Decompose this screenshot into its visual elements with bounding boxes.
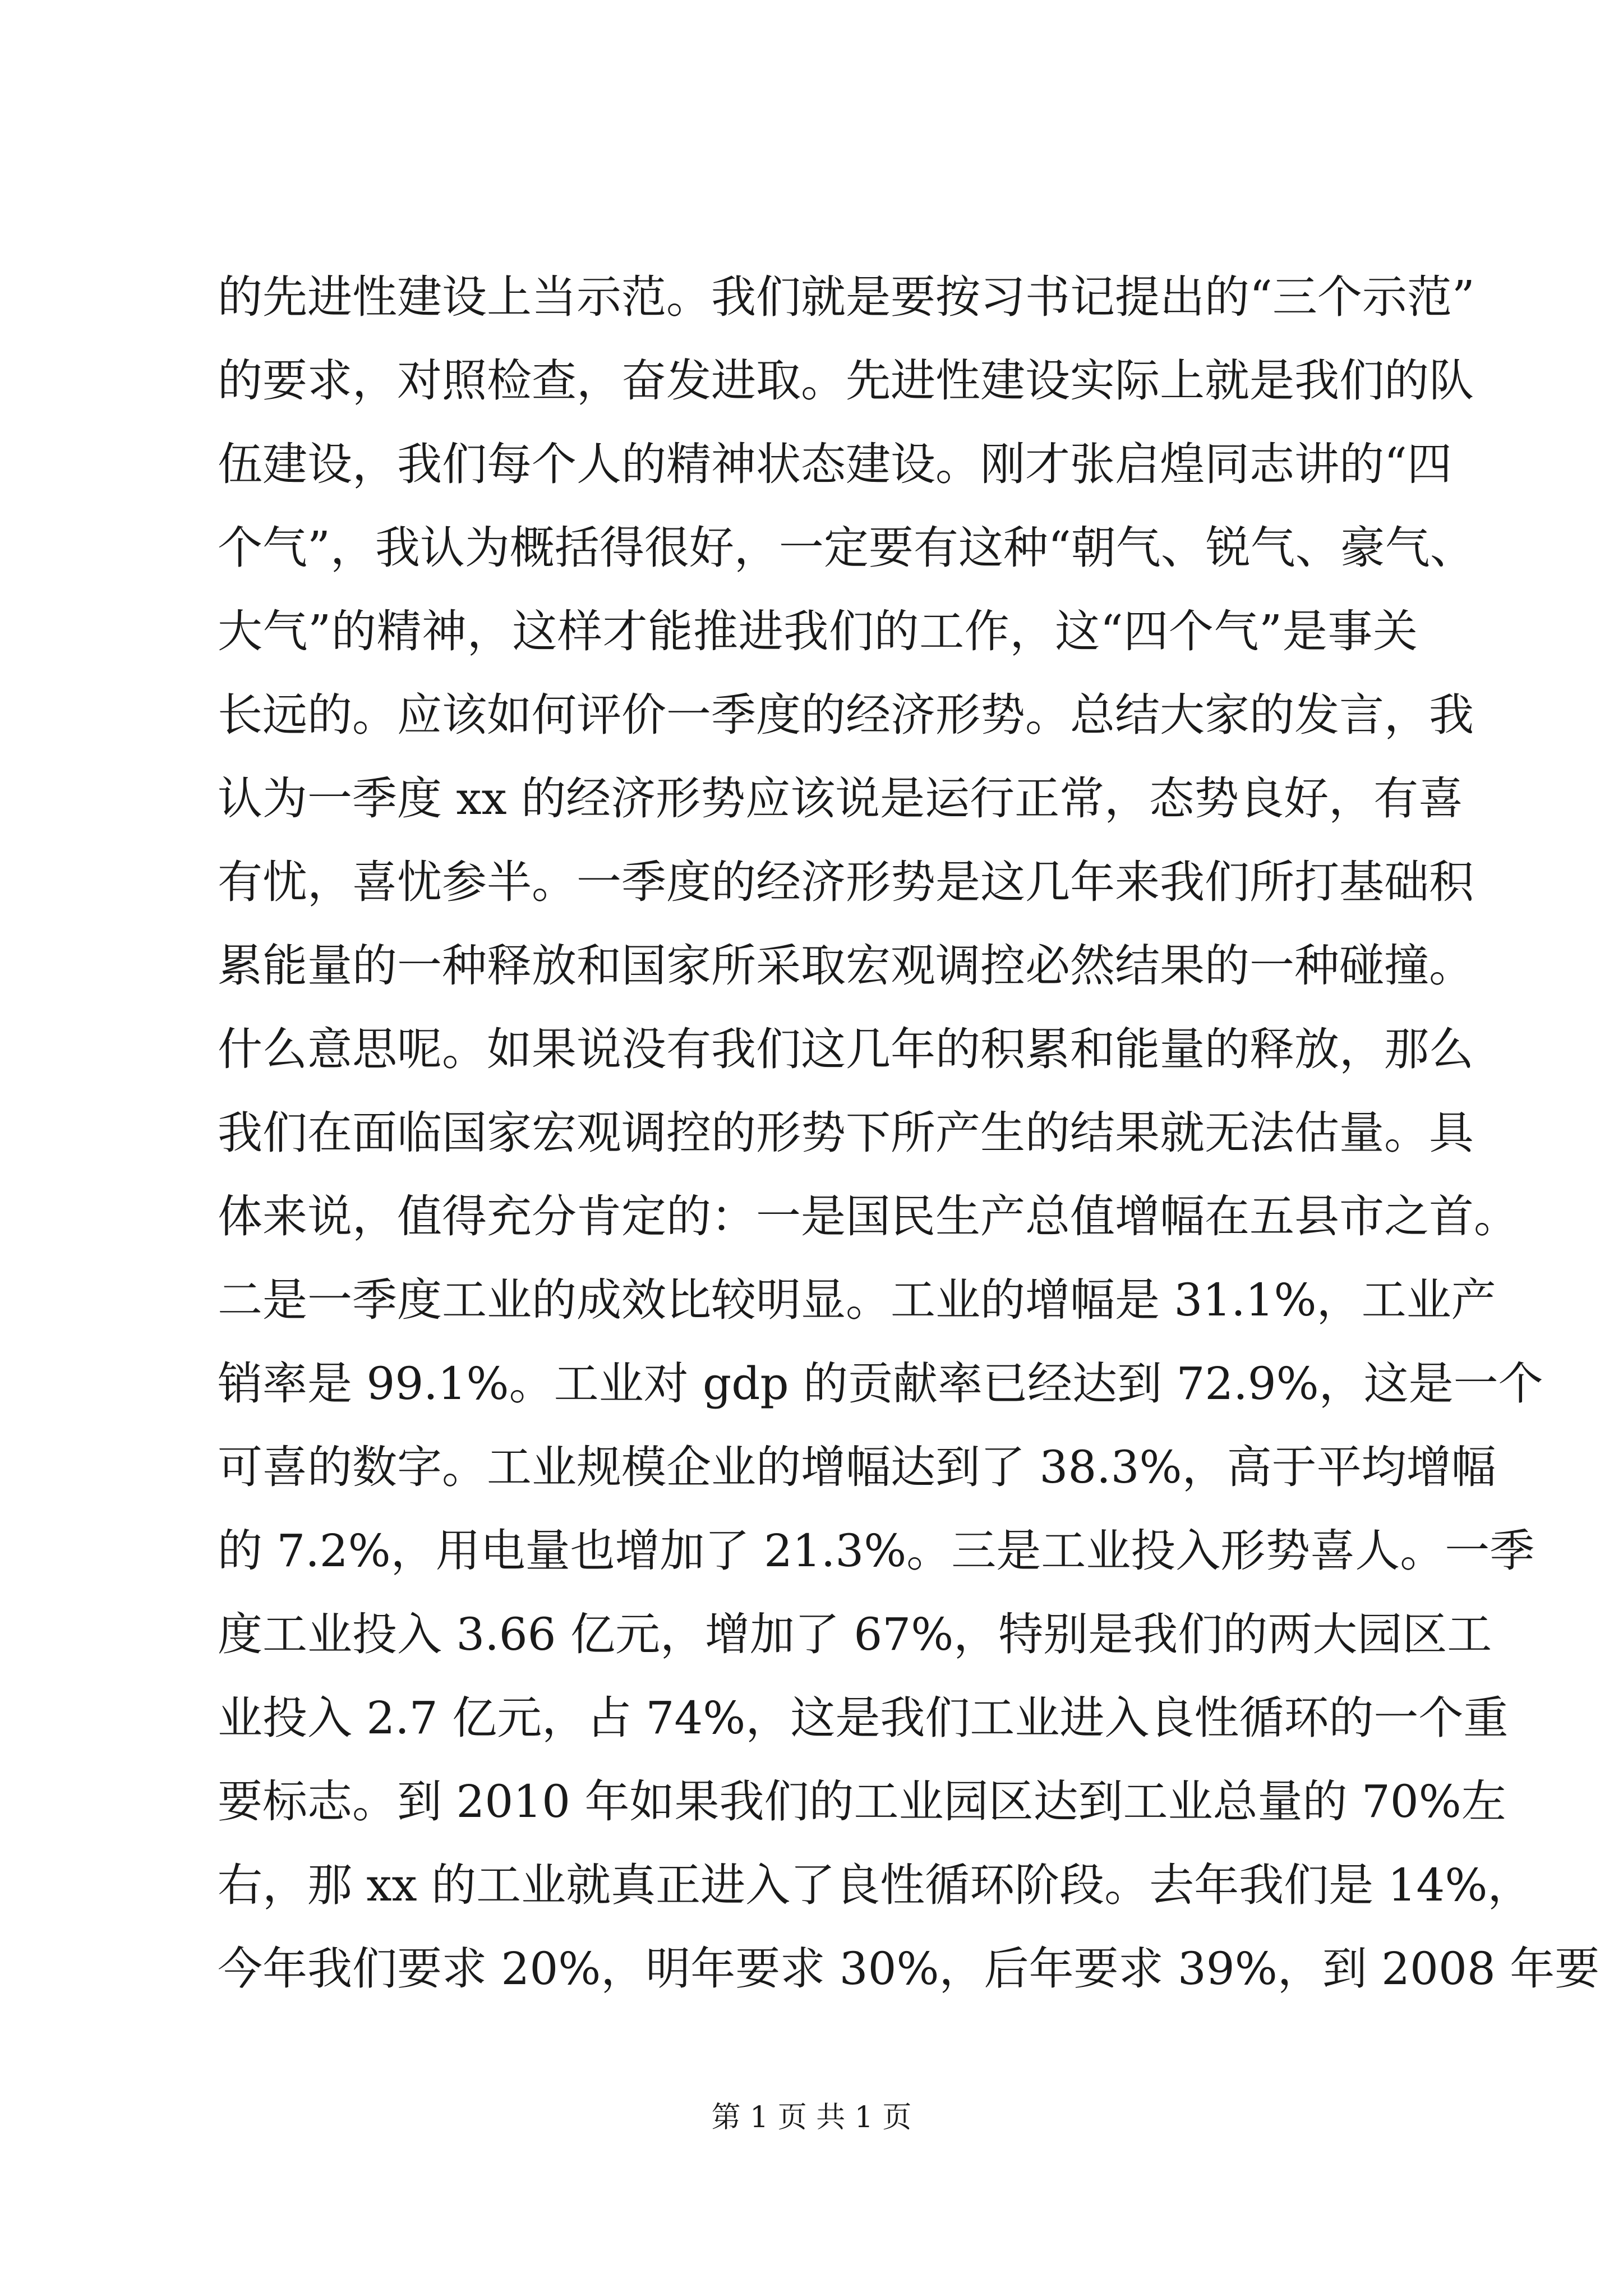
body-text (218, 255, 1600, 2010)
text-line: 什么意思呢。如果说没有我们这几年的积累和能量的释放，那么 (218, 1023, 1474, 1075)
text-line: 今年我们要求 20%，明年要求 30%，后年要求 39%，到 2008 年要 (218, 1943, 1600, 1995)
text-line: 度工业投入 3.66 亿元，增加了 67%，特别是我们的两大园区工 (218, 1608, 1492, 1660)
text-line: 的 7.2%，用电量也增加了 21.3%。三是工业投入形势喜人。一季 (218, 1525, 1535, 1577)
text-line: 的要求，对照检查，奋发进取。先进性建设实际上就是我们的队 (218, 355, 1474, 407)
text-line: 个气”，我认为概括得很好，一定要有这种“朝气、锐气、豪气、 (218, 522, 1475, 574)
text-line: 伍建设，我们每个人的精神状态建设。刚才张启煌同志讲的“四 (218, 438, 1452, 490)
text-line: 累能量的一种释放和国家所采取宏观调控必然结果的一种碰撞。 (218, 940, 1474, 992)
text-line: 体来说，值得充分肯定的：一是国民生产总值增幅在五县市之首。 (218, 1190, 1519, 1243)
text-line: 右，那 xx 的工业就真正进入了良性循环阶段。去年我们是 14%， (218, 1859, 1533, 1911)
text-line: 大气”的精神，这样才能推进我们的工作，这“四个气”是事关 (218, 605, 1418, 657)
text-line: 要标志。到 2010 年如果我们的工业园区达到工业总量的 70%左 (218, 1775, 1506, 1828)
text-line: 的先进性建设上当示范。我们就是要按习书记提出的“三个示范” (218, 271, 1475, 323)
text-line: 有忧，喜忧参半。一季度的经济形势是这几年来我们所打基础积 (218, 856, 1474, 908)
text-line: 二是一季度工业的成效比较明显。工业的增幅是 31.1%，工业产 (218, 1274, 1496, 1326)
text-line: 长远的。应该如何评价一季度的经济形势。总结大家的发言，我 (218, 689, 1474, 741)
page-footer (0, 2098, 1623, 2137)
text-line: 认为一季度 xx 的经济形势应该说是运行正常，态势良好，有喜 (218, 772, 1464, 825)
text-line: 业投入 2.7 亿元，占 74%，这是我们工业进入良性循环的一个重 (218, 1692, 1509, 1744)
text-line: 我们在面临国家宏观调控的形势下所产生的结果就无法估量。具 (218, 1107, 1474, 1159)
text-line: 可喜的数字。工业规模企业的增幅达到了 38.3%，高于平均增幅 (218, 1441, 1496, 1493)
page-number-label: 第 1 页 共 1 页 (711, 2101, 912, 2134)
text-line: 销率是 99.1%。工业对 gdp 的贡献率已经达到 72.9%，这是一个 (218, 1358, 1543, 1410)
